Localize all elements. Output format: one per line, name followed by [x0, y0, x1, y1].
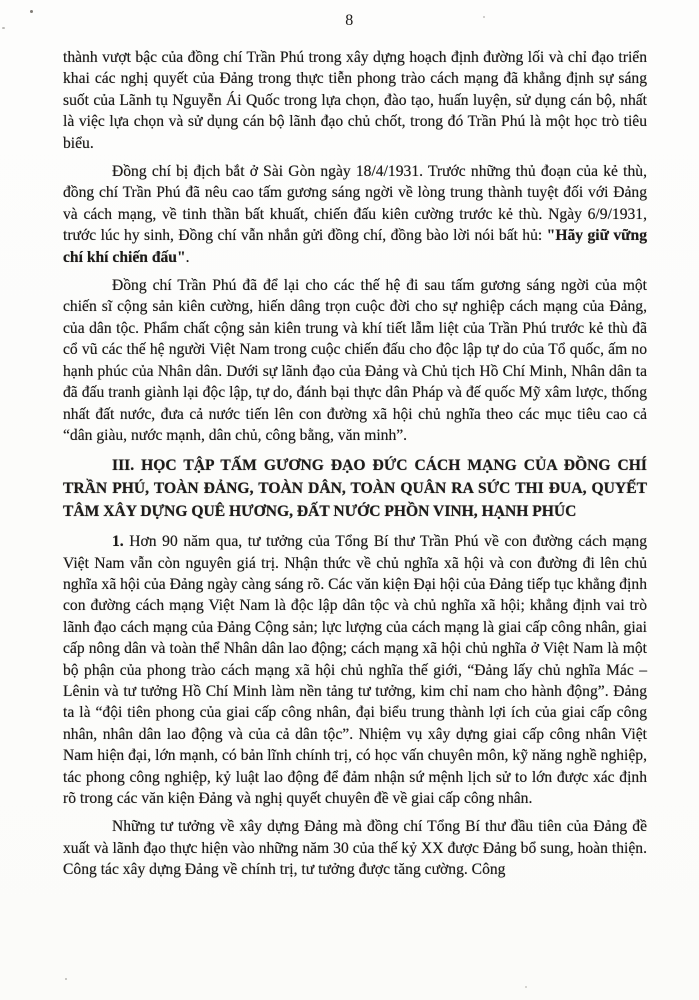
point-number: 1. — [112, 533, 124, 551]
scan-speckle — [65, 978, 67, 980]
immortal-quote: "Hãy giữ vững chí khí chiến đấu" — [63, 227, 647, 266]
page-number: 8 — [345, 12, 354, 29]
paragraph-continuation: thành vượt bậc của đồng chí Trần Phú trong xây dựng hoạch định đường lối và chỉ đạo triển khai các nghị quyết của Đảng trong thực tiễn phong trào cách mạng đã khẳng định sự sáng suốt của Lãnh tụ Nguyễn Ái Quốc trong lựa chọn, đào tạo, huấn luyện, sử dụng cán bộ, nhất là việc lựa chọn và sử dụng cán bộ lãnh đạo chủ chốt, trong đó Trần Phú là một học trò tiêu biểu. — [63, 49, 647, 152]
paragraph-point-1-text: Hơn 90 năm qua, tư tưởng của Tổng Bí thư Trần Phú về con đường cách mạng Việt Nam vẫn còn nguyên giá trị. Nhận thức về chủ nghĩa xã hội và con đường đi lên chủ nghĩa xã hội của Đảng ngày càng sáng rõ. Các văn kiện Đại hội của Đảng tiếp tục khẳng định con đường cách mạng Việt Nam là độc lập dân tộc và chủ nghĩa xã hội; khẳng định vai trò lãnh đạo cách mạng của Đảng Cộng sản; lực lượng của cách mạng là giai cấp công nhân, giai cấp nông dân và toàn thể Nhân dân lao động; cách mạng xã hội chủ nghĩa ở Việt Nam là một bộ phận của phong trào cách mạng xã hội chủ nghĩa thế giới, “Đảng lấy chủ nghĩa Mác – Lênin và tư tưởng Hồ Chí Minh làm nền tảng tư tưởng, kim chỉ nam cho hành động”. Đảng ta là “đội tiên phong của giai cấp công nhân, đại biểu trung thành lợi ích của giai cấp công nhân, nhân dân lao động và của cả dân tộc”. Nhiệm vụ xây dựng giai cấp công nhân Việt Nam hiện đại, lớn mạnh, có bản lĩnh chính trị, có học vấn chuyên môn, kỹ năng nghề nghiệp, tác phong công nghiệp, kỷ luật lao động để đảm nhận sứ mệnh lịch sử to lớn được xác định rõ trong các văn kiện Đảng và nghị quyết chuyên đề về giai cấp công nhân. — [63, 533, 647, 807]
paragraph-point-1 — [63, 531, 647, 809]
section-heading: III. HỌC TẬP TẤM GƯƠNG ĐẠO ĐỨC CÁCH MẠNG CỦA ĐỒNG CHÍ TRẦN PHÚ, TOÀN ĐẢNG, TOÀN DÂN, TOÀN QUÂN RA SỨC THI ĐUA, QUYẾT TÂM XÂY DỰNG QUÊ HƯƠNG, ĐẤT NƯỚC PHỒN VINH, HẠNH PHÚC — [63, 457, 647, 520]
scan-speckle — [525, 986, 527, 988]
paragraph-legacy: Đồng chí Trần Phú đã để lại cho các thế hệ đi sau tấm gương sáng ngời của một chiến sĩ cộng sản kiên cường, hiến dâng trọn cuộc đời cho sự nghiệp cách mạng của Đảng, của dân tộc. Phẩm chất cộng sản kiên trung và khí tiết lẫm liệt của Trần Phú trước kẻ thù đã cổ vũ các thế hệ người Việt Nam trong cuộc chiến đấu cho độc lập tự do của Tổ quốc, ấm no hạnh phúc của Nhân dân. Dưới sự lãnh đạo của Đảng và Chủ tịch Hồ Chí Minh, Nhân dân ta đã đấu tranh giành lại độc lập, tự do, đánh bại thực dân Pháp và đế quốc Mỹ xâm lược, thống nhất đất nước, đưa cả nước tiến lên con đường xã hội chủ nghĩa theo các mục tiêu cao cả “dân giàu, nước mạnh, dân chủ, công bằng, văn minh”. — [63, 277, 647, 444]
paragraph-arrest-text: Đồng chí bị địch bắt ở Sài Gòn ngày 18/4/1931. Trước những thủ đoạn của kẻ thù, đồng chí Trần Phú đã nêu cao tấm gương sáng ngời về lòng trung thành tuyệt đối với Đảng và cách mạng, về tinh thần bất khuất, chiến đấu kiên cường trước kẻ thù. Ngày 6/9/1931, trước lúc hy sinh, Đồng chí vẫn nhắn gửi đồng chí, đồng bào lời nói bất hủ: — [63, 163, 647, 245]
paragraph-arrest-suffix: . — [185, 248, 190, 266]
document-body — [63, 47, 647, 888]
paragraph-party-building: Những tư tưởng về xây dựng Đảng mà đồng chí Tổng Bí thư đầu tiên của Đảng đề xuất và lãnh đạo thực hiện vào những năm 30 của thế kỷ XX được Đảng bổ sung, hoàn thiện. Công tác xây dựng Đảng về chính trị, tư tưởng được tăng cường. Công — [63, 818, 647, 879]
paragraph-arrest — [63, 161, 647, 268]
